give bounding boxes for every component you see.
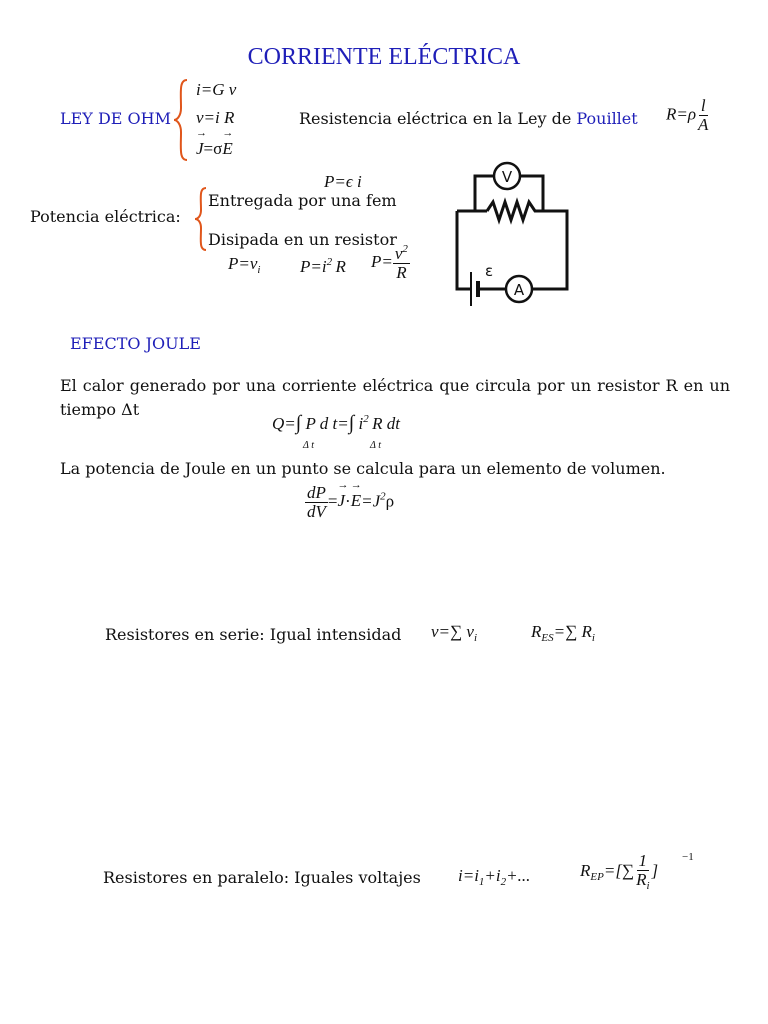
power-brace — [194, 186, 208, 252]
series-eq-2-tail: =∑ R — [553, 622, 592, 641]
parallel-eq-2-num: 1 — [638, 851, 648, 870]
circuit-wire-left — [457, 211, 471, 289]
power-eq-a — [228, 254, 260, 276]
circuit-wire-top-right — [532, 211, 567, 289]
page-title: CORRIENTE ELÉCTRICA — [247, 44, 521, 70]
series-eq-2-sub2: i — [591, 632, 595, 644]
joule-q-limit-2: Δ t — [370, 440, 381, 451]
joule-dp-fraction — [305, 484, 328, 521]
joule-heading: EFECTO JOULE — [70, 334, 201, 353]
joule-dp-den: dV — [307, 501, 326, 521]
series-eq-2 — [531, 622, 595, 644]
power-eq-a-main: P=v — [228, 254, 258, 273]
power-eq-c — [371, 244, 410, 282]
parallel-eq-2-close: ] — [651, 861, 659, 881]
ohm-eq-3-mid: =σ — [203, 139, 223, 158]
ohm-eq-3 — [196, 139, 233, 159]
parallel-eq-2 — [580, 852, 658, 892]
joule-q-int1: P d t= — [305, 414, 349, 433]
resistor-icon — [487, 202, 543, 220]
joule-dp-e: → E — [351, 491, 361, 511]
parallel-eq-1-tail: +... — [506, 866, 531, 885]
joule-q-lhs: Q= — [272, 414, 296, 433]
pouillet-fraction — [696, 97, 710, 134]
parallel-eq-2-mid: =[∑ — [603, 861, 635, 881]
ohm-eq-3-e: → E — [222, 139, 232, 159]
ohm-eq-2: v=i R — [196, 108, 235, 127]
joule-q-int2-sup: 2 — [363, 413, 369, 425]
ohm-label: LEY DE OHM — [60, 109, 171, 128]
power-eq-b-sup: 2 — [326, 256, 333, 268]
parallel-eq-1-mid: +i — [484, 866, 501, 885]
power-eq-b-main: P=i — [300, 257, 327, 276]
ohm-eq-1: i=G v — [196, 80, 237, 99]
joule-dp-rhs: =J — [361, 491, 381, 511]
joule-dp-dot: · — [345, 491, 351, 511]
integral-icon: ∫ — [348, 412, 355, 434]
joule-q-limit-1: Δ t — [303, 440, 314, 451]
parallel-eq-2-main: R — [580, 861, 591, 881]
power-eq-c-lhs: P= — [371, 251, 393, 271]
parallel-eq-1-s2: 2 — [500, 876, 507, 888]
joule-dp-rho: ρ — [385, 491, 395, 511]
series-eq-1-sub: i — [473, 632, 477, 644]
pouillet-text-a: Resistencia eléctrica en la Ley de — [299, 109, 572, 128]
power-eq-c-sup: 2 — [402, 243, 408, 255]
power-fem-eq: P=ϵ i — [324, 172, 362, 191]
ammeter-label: A — [513, 281, 525, 299]
pouillet-name: Pouillet — [576, 109, 638, 128]
parallel-eq-2-den-sub: i — [646, 879, 650, 892]
parallel-eq-2-den-wrap — [634, 871, 651, 893]
series-label: Resistores en serie: Igual intensidad — [105, 625, 402, 644]
joule-q-int2-a: i — [358, 414, 364, 433]
parallel-eq-2-den: R — [636, 869, 647, 889]
joule-paragraph-1: El calor generado por una corriente eléctrica que circula por un resistor R en un tiempo Δt — [60, 376, 730, 419]
parallel-eq-1-main: i=i — [458, 866, 479, 885]
joule-dp-eq: = — [327, 491, 338, 511]
power-label: Potencia eléctrica: — [30, 207, 181, 226]
power-eq-b — [300, 256, 346, 277]
emf-label: ε — [484, 262, 494, 280]
joule-heat-equation — [272, 412, 400, 452]
series-eq-1-main: v=∑ v — [431, 622, 474, 641]
joule-paragraph-2: La potencia de Joule en un punto se calcula para un elemento de volumen. — [60, 459, 666, 478]
power-item-resistor: Disipada en un resistor — [208, 230, 397, 249]
series-eq-2-main: R — [531, 622, 542, 641]
joule-density-equation — [305, 484, 394, 521]
parallel-eq-2-sub: EP — [590, 871, 604, 884]
pouillet-text — [299, 109, 638, 128]
joule-dp-sup: 2 — [380, 490, 386, 503]
power-eq-c-num: v — [394, 244, 403, 263]
parallel-eq-2-exponent: −1 — [682, 851, 694, 863]
pouillet-formula — [666, 97, 710, 134]
parallel-eq-1 — [458, 866, 530, 888]
power-eq-c-den: R — [396, 262, 407, 282]
joule-dp-num: dP — [307, 483, 326, 502]
power-eq-c-num-wrap — [393, 244, 410, 264]
power-item-fem: Entregada por una fem — [208, 191, 397, 210]
parallel-eq-1-s1: 1 — [478, 876, 485, 888]
power-eq-a-sub: i — [257, 264, 261, 276]
pouillet-den: A — [698, 114, 709, 134]
circuit-diagram — [445, 150, 575, 310]
ohm-eq-3-j: → J — [196, 139, 204, 159]
integral-icon: ∫ — [295, 412, 302, 434]
pouillet-num: l — [700, 96, 706, 115]
parallel-label: Resistores en paralelo: Iguales voltajes — [103, 868, 421, 887]
power-eq-c-fraction — [393, 244, 410, 282]
parallel-eq-2-fraction — [634, 852, 651, 892]
ohm-brace — [173, 78, 189, 162]
joule-dp-j: → J — [337, 491, 345, 511]
power-eq-b-tail: R — [335, 257, 346, 276]
series-eq-2-sub: ES — [541, 632, 554, 644]
pouillet-lhs: R=ρ — [666, 104, 697, 124]
voltmeter-label: V — [501, 168, 513, 186]
series-eq-1 — [431, 622, 477, 644]
joule-q-int2-b: R dt — [372, 414, 400, 433]
